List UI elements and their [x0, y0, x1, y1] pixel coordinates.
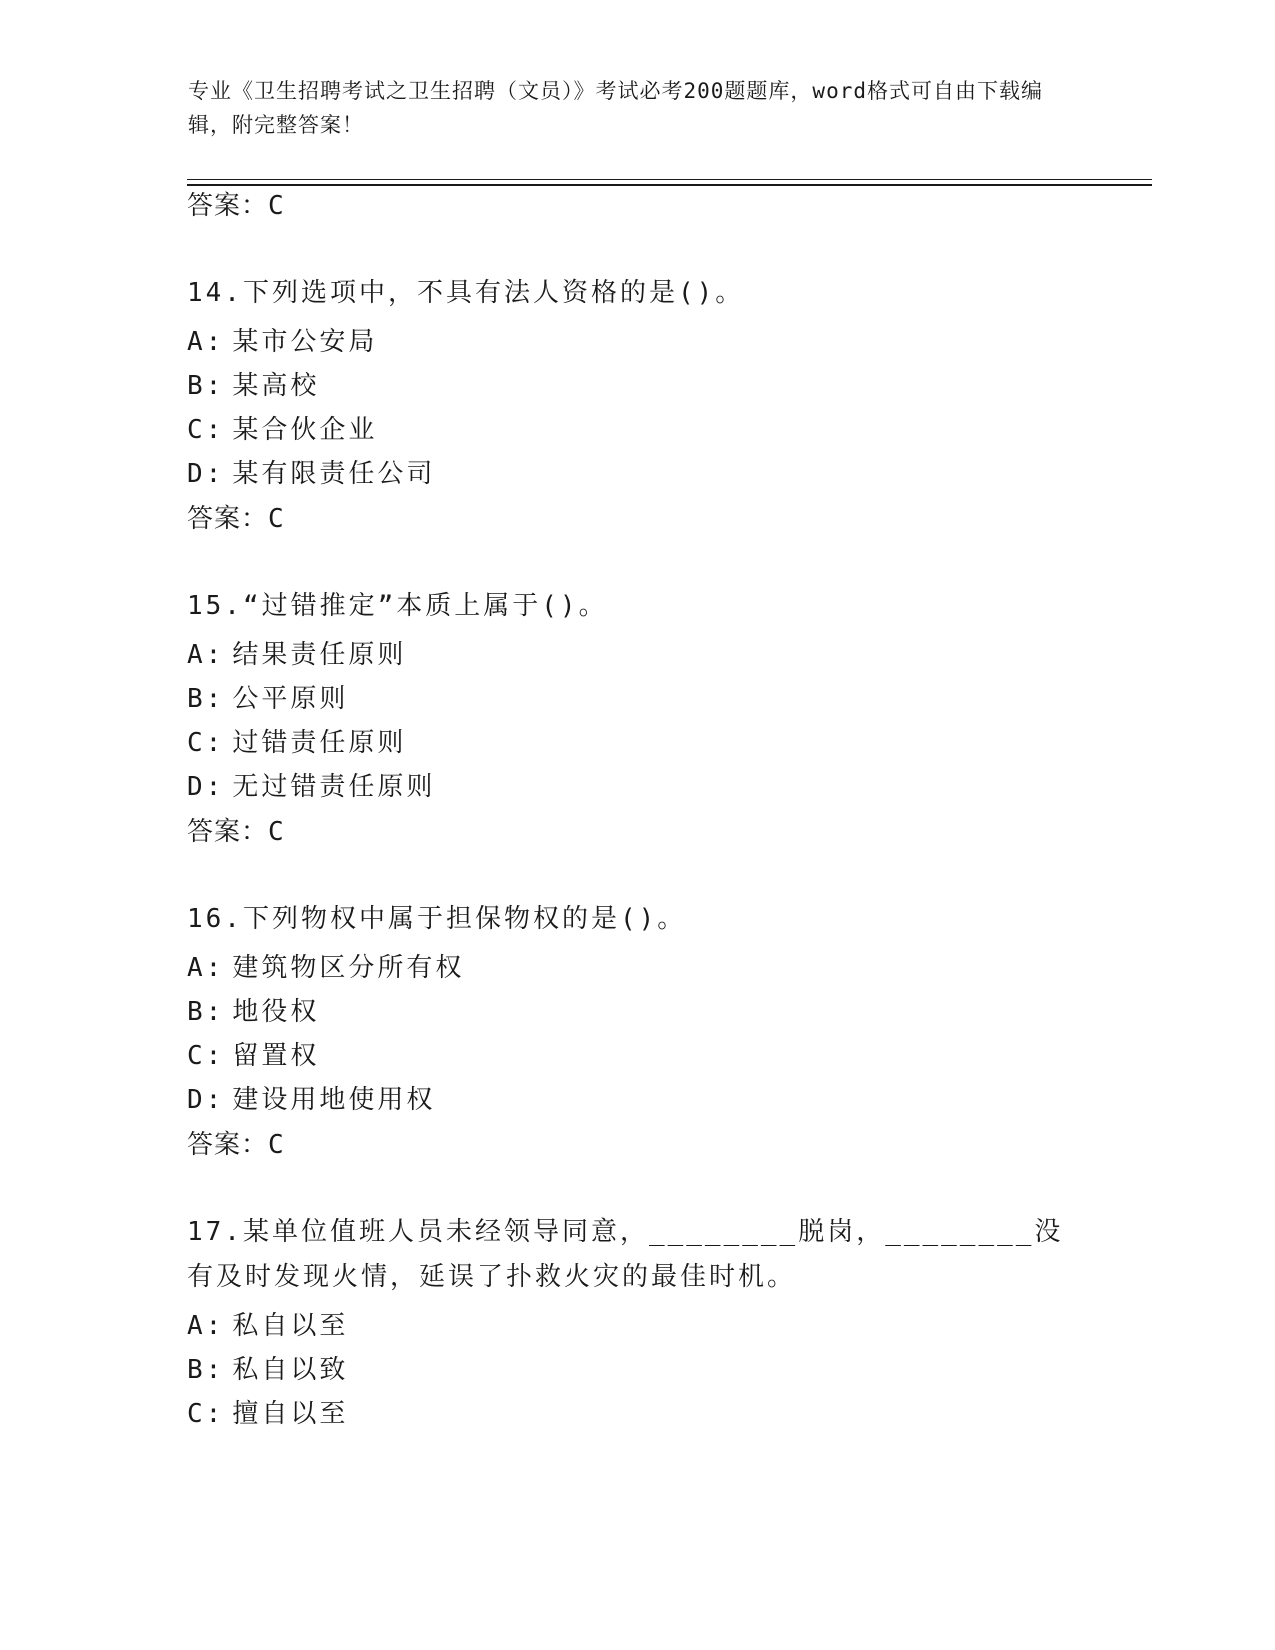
option-key: C: [187, 728, 225, 758]
option-a [187, 326, 377, 358]
answer-value: C [268, 504, 285, 534]
option-text: 留置权 [232, 1041, 320, 1071]
question-16 [187, 897, 1087, 942]
option-text: 建设用地使用权 [232, 1085, 436, 1115]
option-a [187, 639, 406, 671]
question-text: 下列选项中，不具有法人资格的是()。 [242, 278, 745, 308]
answer-line [187, 503, 285, 535]
option-b [187, 683, 348, 715]
question-number: 15. [187, 591, 243, 621]
answer-value: C [268, 191, 285, 221]
option-text: 私自以至 [232, 1311, 349, 1341]
option-text: 某有限责任公司 [232, 459, 436, 489]
question-15 [187, 584, 1087, 629]
question-text: “过错推定”本质上属于()。 [242, 591, 608, 621]
option-key: B: [187, 684, 225, 714]
answer-label: 答案： [187, 817, 269, 847]
answer-line [187, 816, 285, 848]
option-key: A: [187, 1311, 225, 1341]
option-key: C: [187, 1399, 225, 1429]
option-d [187, 771, 435, 803]
option-text: 无过错责任原则 [232, 772, 436, 802]
option-key: C: [187, 1041, 225, 1071]
question-text: 某单位值班人员未经领导同意，________脱岗，________没有及时发现火情，延误了扑救火灾的最佳时机。 [187, 1217, 1064, 1292]
question-text: 下列物权中属于担保物权的是()。 [242, 904, 687, 934]
option-text: 某合伙企业 [232, 415, 378, 445]
option-c [187, 1398, 348, 1430]
option-key: B: [187, 997, 225, 1027]
option-c [187, 1040, 319, 1072]
document-header: 专业《卫生招聘考试之卫生招聘（文员）》考试必考200题题库，word格式可自由下载编辑，附完整答案！ [188, 79, 1043, 137]
option-key: B: [187, 1355, 225, 1385]
answer-value: C [268, 1130, 285, 1160]
option-b [187, 996, 319, 1028]
option-key: A: [187, 327, 225, 357]
question-17 [187, 1210, 1087, 1300]
option-c [187, 727, 406, 759]
option-a [187, 952, 464, 984]
option-a [187, 1310, 348, 1342]
option-b [187, 1354, 348, 1386]
header-divider-thick [187, 184, 1152, 186]
option-key: A: [187, 640, 225, 670]
option-text: 建筑物区分所有权 [232, 953, 465, 983]
option-b [187, 370, 319, 402]
option-key: B: [187, 371, 225, 401]
option-key: A: [187, 953, 225, 983]
answer-line [187, 190, 285, 222]
answer-line [187, 1129, 285, 1161]
option-text: 某高校 [232, 371, 320, 401]
option-text: 过错责任原则 [232, 728, 407, 758]
option-d [187, 1084, 435, 1116]
answer-label: 答案： [187, 1130, 269, 1160]
question-number: 16. [187, 904, 243, 934]
option-text: 地役权 [232, 997, 320, 1027]
option-text: 结果责任原则 [232, 640, 407, 670]
option-key: D: [187, 1085, 225, 1115]
question-14 [187, 271, 1087, 316]
answer-label: 答案： [187, 504, 269, 534]
option-text: 公平原则 [232, 684, 349, 714]
option-key: C: [187, 415, 225, 445]
header-divider [187, 179, 1152, 180]
answer-value: C [268, 817, 285, 847]
answer-label: 答案： [187, 191, 269, 221]
option-d [187, 458, 435, 490]
question-number: 14. [187, 278, 243, 308]
option-key: D: [187, 459, 225, 489]
question-number: 17. [187, 1217, 243, 1247]
option-key: D: [187, 772, 225, 802]
option-text: 私自以致 [232, 1355, 349, 1385]
option-text: 某市公安局 [232, 327, 378, 357]
option-c [187, 414, 377, 446]
option-text: 擅自以至 [232, 1399, 349, 1429]
